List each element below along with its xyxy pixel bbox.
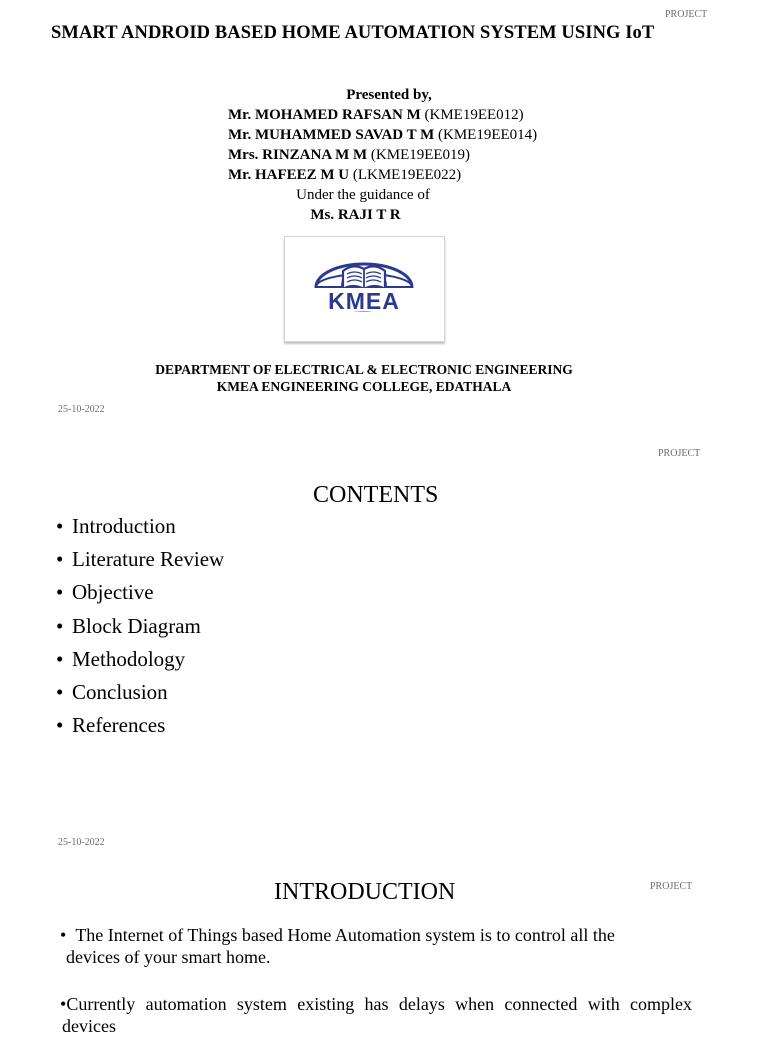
- bullet: •: [56, 514, 64, 538]
- presenter-id: (KME19EE012): [424, 107, 524, 123]
- list-item: [56, 510, 224, 543]
- bullet: •: [56, 547, 64, 572]
- list-item: [56, 610, 224, 643]
- presenter-id: (KME19EE014): [438, 127, 538, 143]
- contents-heading: CONTENTS: [313, 482, 439, 508]
- list-item: [56, 543, 224, 576]
- introduction-heading: INTRODUCTION: [274, 879, 456, 905]
- presenter-name: Mrs. RINZANA M M: [228, 147, 368, 163]
- intro-text: The Internet of Things based Home Automation system is to control all the: [75, 925, 615, 945]
- presenter-id: (KME19EE019): [370, 147, 471, 163]
- bullet: •: [56, 646, 64, 671]
- intro-text: Currently automation system existing has delays when connected with complex: [66, 994, 692, 1014]
- presenter-row: [228, 165, 537, 185]
- institution-block: [100, 361, 628, 395]
- intro-bullet: [60, 924, 615, 946]
- project-tag: PROJECT: [650, 881, 693, 892]
- presenter-row: [228, 145, 537, 165]
- slide-date: 25-10-2022: [58, 404, 105, 415]
- bullet: •: [56, 713, 64, 738]
- list-item-label: Introduction: [72, 514, 176, 538]
- contents-list: [56, 510, 224, 742]
- list-item-label: Literature Review: [72, 547, 225, 572]
- college-logo: [284, 236, 445, 342]
- intro-text-continued: devices: [62, 1016, 116, 1036]
- project-tag: PROJECT: [658, 448, 701, 459]
- slide-date: 25-10-2022: [58, 837, 105, 848]
- list-item: [56, 709, 224, 742]
- presenter-list: [228, 105, 537, 185]
- guide-block: [200, 205, 511, 225]
- presentation-title: SMART ANDROID BASED HOME AUTOMATION SYSTEM USING IoT: [51, 23, 655, 43]
- project-tag: PROJECT: [665, 9, 708, 20]
- presenter-name: Mr. MOHAMED RAFSAN M: [228, 107, 421, 123]
- presenter-row: [228, 105, 537, 125]
- bullet: •: [60, 994, 67, 1014]
- presenters-block: [200, 85, 578, 105]
- presented-by-label: Presented by,: [346, 87, 432, 103]
- list-item-label: Block Diagram: [72, 613, 201, 638]
- presenter-name: Mr. HAFEEZ M U: [228, 167, 350, 183]
- list-item: [56, 676, 224, 709]
- intro-bullet: [60, 993, 692, 1015]
- college-name: KMEA ENGINEERING COLLEGE, EDATHALA: [216, 379, 512, 394]
- intro-text-continued: devices of your smart home.: [66, 947, 271, 967]
- list-item-label: Objective: [72, 580, 154, 605]
- guide-name: Ms. RAJI T R: [310, 207, 401, 223]
- bullet: •: [60, 925, 67, 945]
- presenter-id: (LKME19EE022): [352, 167, 462, 183]
- logo-wordmark: KMEA: [328, 288, 400, 314]
- kmea-logo-icon: [285, 237, 444, 341]
- presenter-name: Mr. MUHAMMED SAVAD T M: [228, 127, 435, 143]
- bullet: •: [56, 613, 64, 638]
- bullet: •: [56, 679, 64, 704]
- guidance-label: Under the guidance of: [296, 187, 430, 203]
- list-item-label: Methodology: [72, 646, 186, 671]
- list-item-label: Conclusion: [72, 679, 168, 704]
- list-item-label: References: [72, 713, 166, 738]
- list-item: [56, 643, 224, 676]
- list-item: [56, 576, 224, 609]
- bullet: •: [56, 580, 64, 605]
- presenter-row: [228, 125, 537, 145]
- guidance-block: [200, 185, 526, 205]
- department-name: DEPARTMENT OF ELECTRICAL & ELECTRONIC ENGINEERING: [155, 362, 573, 377]
